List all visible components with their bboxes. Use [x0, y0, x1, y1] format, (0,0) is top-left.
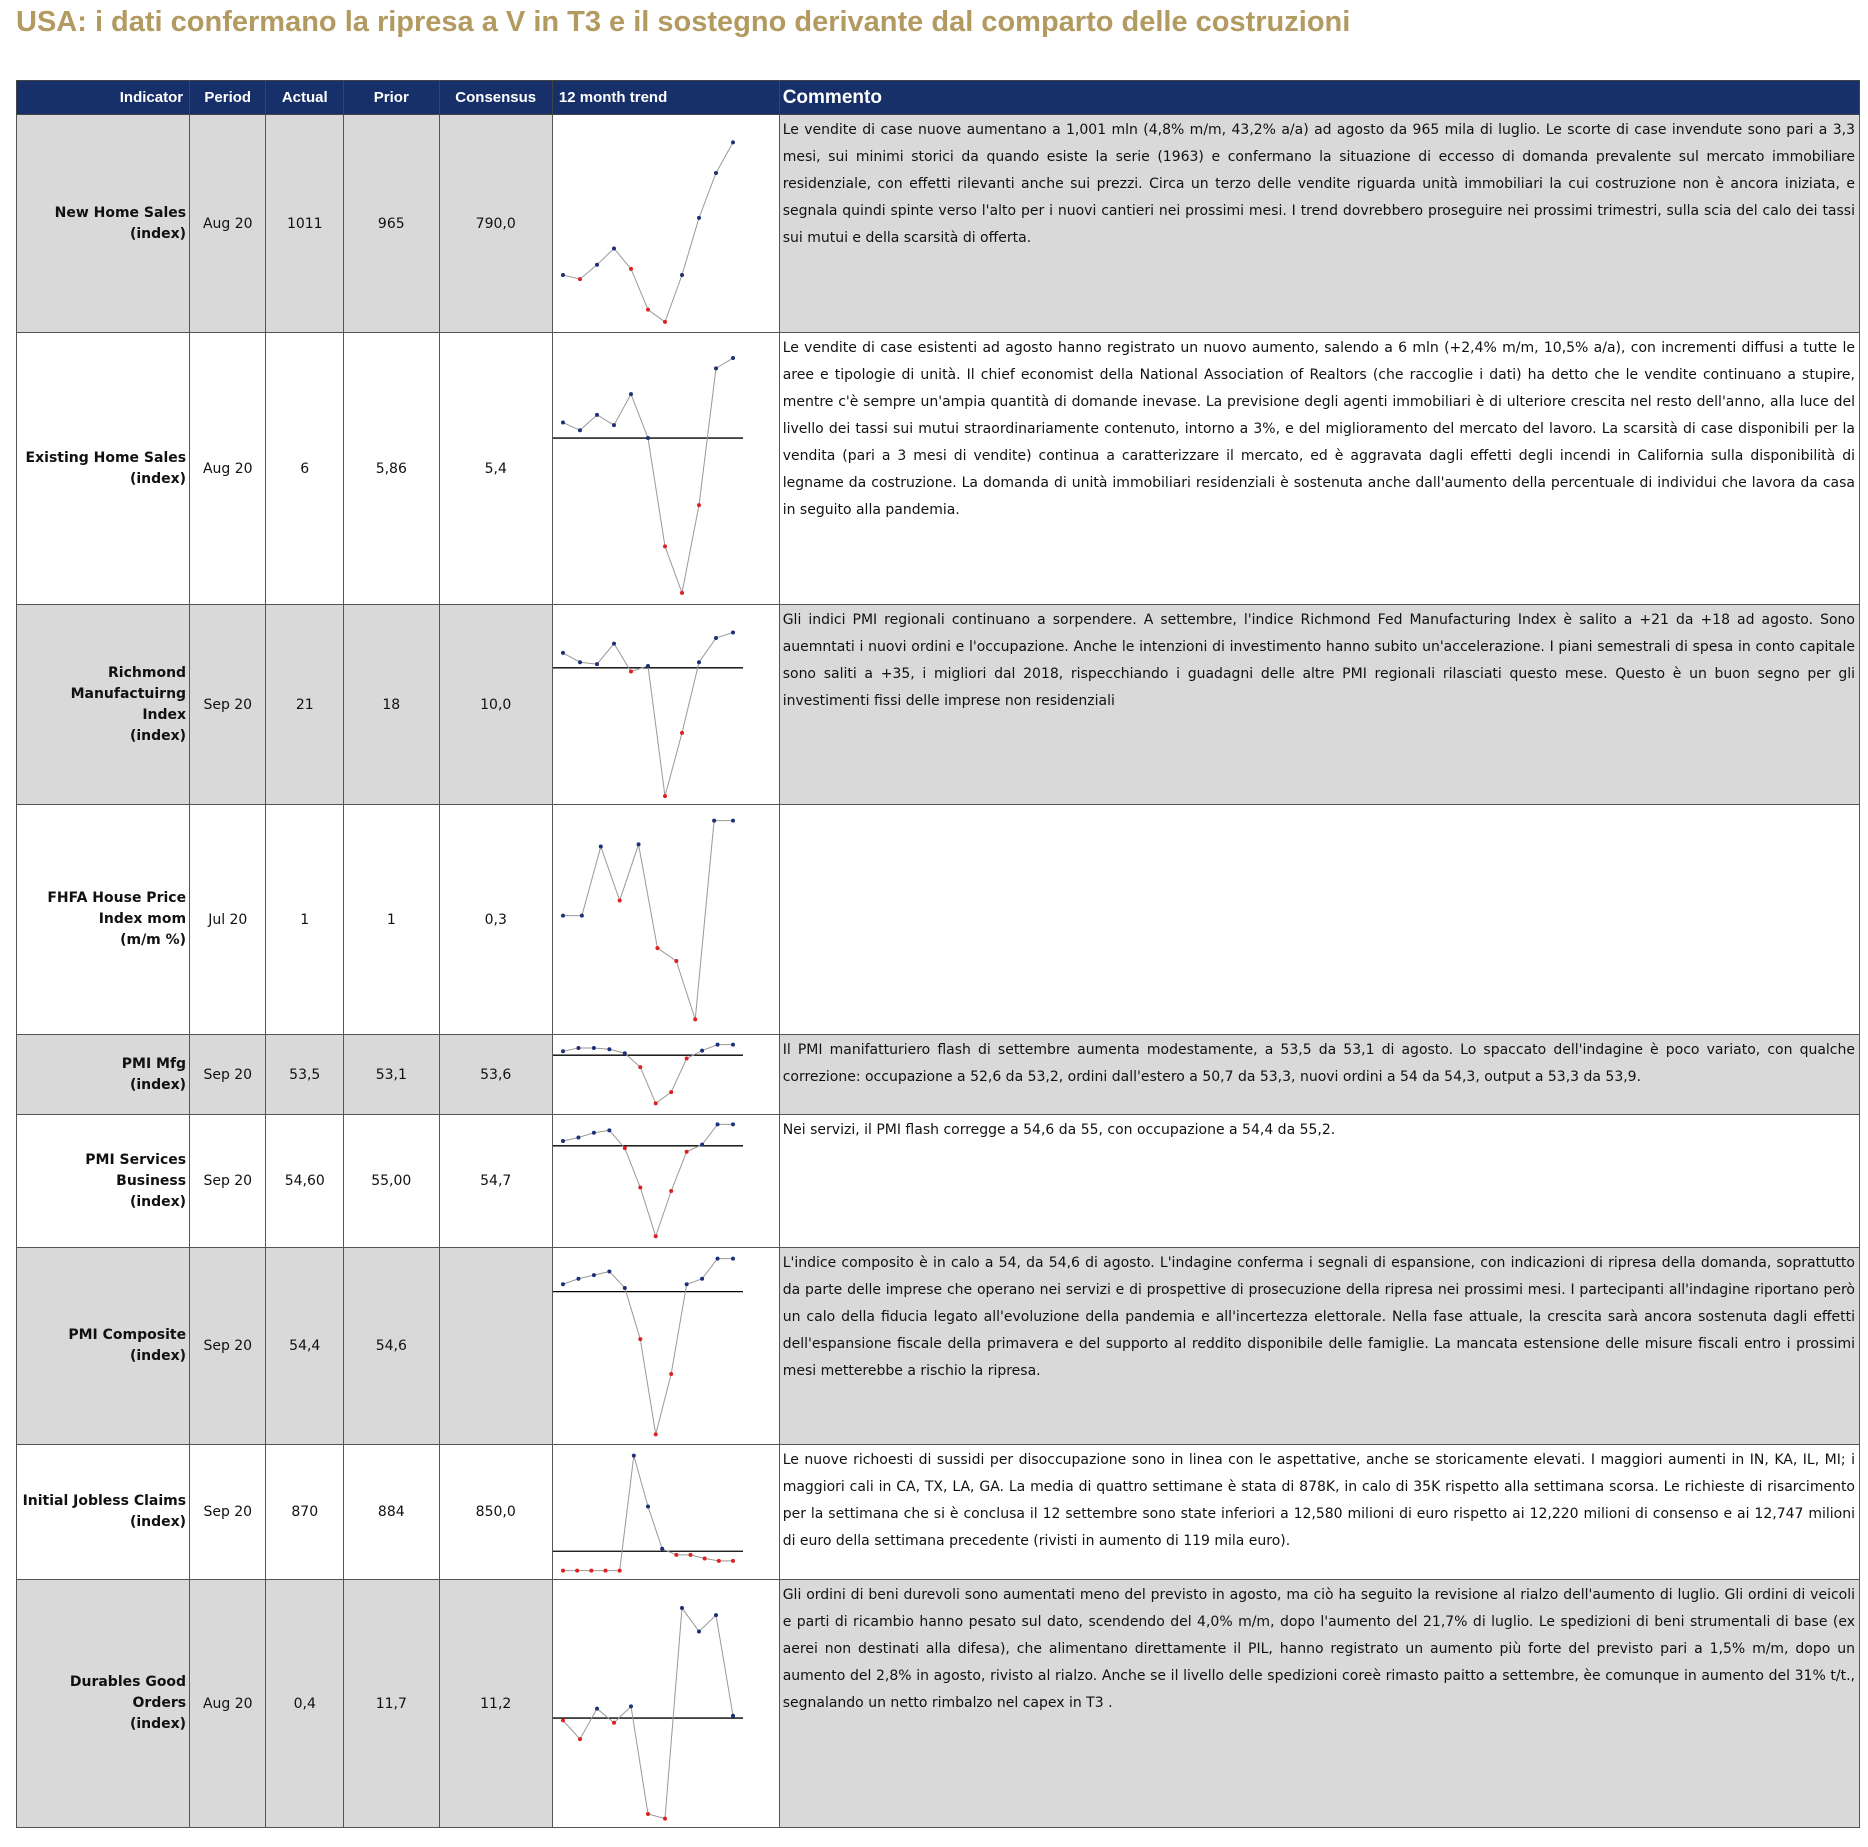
- indicator-label: (index): [129, 1514, 187, 1530]
- trend-point: [595, 262, 599, 266]
- trend-point: [731, 1558, 735, 1562]
- trend-point: [595, 412, 599, 416]
- header-comment: Commento: [779, 81, 1859, 115]
- prior-cell: 18: [344, 605, 439, 805]
- actual-cell: 1011: [266, 115, 344, 333]
- trend-point: [599, 844, 603, 848]
- trend-sparkline: [553, 334, 743, 604]
- table-row: [17, 1035, 1860, 1115]
- trend-point: [663, 794, 667, 798]
- trend-point: [561, 420, 565, 424]
- trend-point: [592, 1273, 596, 1277]
- trend-point: [636, 842, 640, 846]
- trend-point: [663, 319, 667, 323]
- trend-line: [563, 1608, 733, 1819]
- trend-point: [688, 1552, 692, 1556]
- trend-point: [646, 307, 650, 311]
- trend-point: [669, 1189, 673, 1193]
- trend-point: [680, 273, 684, 277]
- trend-cell: [552, 1115, 779, 1248]
- table-row: [17, 1580, 1860, 1828]
- indicator-label: Richmond: [108, 664, 187, 681]
- trend-point: [731, 140, 735, 144]
- indicator-label: (index): [129, 1193, 187, 1210]
- trend-cell: [552, 115, 779, 333]
- actual-cell: 53,5: [266, 1035, 344, 1115]
- trend-point: [561, 1139, 565, 1143]
- trend-point: [697, 660, 701, 664]
- trend-point: [607, 1128, 611, 1132]
- trend-point: [703, 1556, 707, 1560]
- indicator-label: (index): [129, 1716, 187, 1732]
- consensus-cell: 54,7: [439, 1115, 552, 1248]
- trend-point: [576, 1045, 580, 1049]
- trend-line: [563, 1455, 733, 1570]
- indicator-label: Index: [142, 706, 187, 723]
- header-trend: 12 month trend: [552, 81, 779, 115]
- trend-point: [592, 1045, 596, 1049]
- trend-sparkline: [553, 1116, 743, 1247]
- trend-point: [646, 436, 650, 440]
- indicator-label: Manufactuirng: [70, 685, 187, 702]
- period-cell: Sep 20: [190, 1445, 266, 1580]
- trend-point: [680, 1606, 684, 1610]
- trend-point: [663, 544, 667, 548]
- trend-point: [561, 273, 565, 277]
- prior-cell: 1: [344, 805, 439, 1035]
- trend-point: [589, 1568, 593, 1572]
- trend-point: [638, 1065, 642, 1069]
- trend-point: [731, 630, 735, 634]
- trend-line: [563, 820, 733, 1019]
- trend-point: [669, 1090, 673, 1094]
- trend-line: [563, 632, 733, 796]
- trend-point: [576, 1135, 580, 1139]
- comment-cell: Nei servizi, il PMI flash corregge a 54,6 da 55, con occupazione a 54,4 da 55,2.: [779, 1115, 1859, 1248]
- actual-cell: 870: [266, 1445, 344, 1580]
- trend-point: [632, 1453, 636, 1457]
- trend-point: [595, 1706, 599, 1710]
- indicator-cell: [17, 1115, 190, 1248]
- header-period: Period: [190, 81, 266, 115]
- period-cell: Sep 20: [190, 1115, 266, 1248]
- trend-point: [717, 1558, 721, 1562]
- trend-sparkline: [553, 1036, 743, 1114]
- consensus-cell: [439, 1248, 552, 1445]
- indicator-cell: [17, 1445, 190, 1580]
- trend-point: [595, 662, 599, 666]
- consensus-cell: 0,3: [439, 805, 552, 1035]
- indicator-label: Orders: [132, 1695, 187, 1711]
- trend-point: [674, 959, 678, 963]
- trend-point: [638, 1185, 642, 1189]
- trend-point: [578, 1737, 582, 1741]
- table-header-row: [17, 81, 1860, 115]
- trend-point: [561, 1568, 565, 1572]
- indicator-cell: [17, 1035, 190, 1115]
- header-indicator: Indicator: [17, 81, 190, 115]
- indicator-label: Business: [116, 1172, 187, 1189]
- trend-point: [561, 1049, 565, 1053]
- indicator-cell: [17, 333, 190, 605]
- trend-point: [580, 913, 584, 917]
- indicator-label: PMI Composite: [68, 1327, 187, 1343]
- trend-point: [578, 277, 582, 281]
- trend-point: [612, 1720, 616, 1724]
- trend-point: [680, 590, 684, 594]
- trend-point: [654, 1432, 658, 1436]
- trend-point: [561, 1718, 565, 1722]
- trend-point: [731, 818, 735, 822]
- trend-cell: [552, 333, 779, 605]
- period-cell: Aug 20: [190, 1580, 266, 1828]
- trend-point: [714, 636, 718, 640]
- trend-point: [623, 1051, 627, 1055]
- indicator-label: PMI Services: [85, 1151, 187, 1168]
- trend-cell: [552, 1580, 779, 1828]
- trend-point: [655, 946, 659, 950]
- trend-sparkline: [553, 1446, 743, 1579]
- trend-point: [623, 1285, 627, 1289]
- trend-point: [693, 1017, 697, 1021]
- trend-point: [731, 1713, 735, 1717]
- trend-point: [663, 1816, 667, 1820]
- indicator-cell: [17, 115, 190, 333]
- prior-cell: 54,6: [344, 1248, 439, 1445]
- header-consensus: Consensus: [439, 81, 552, 115]
- trend-point: [576, 1276, 580, 1280]
- actual-cell: 1: [266, 805, 344, 1035]
- indicator-table: [16, 80, 1860, 1828]
- comment-cell: Le vendite di case esistenti ad agosto hanno registrato un nuovo aumento, salendo a 6 mln (+2,4% m/m, 10,5% a/a), con incrementi diffusi a tutte le aree e tipologie di unità. Il chief economist della National Association of Realtors (che raccoglie i dati) ha detto che le vendite continuano a stupire, mentre c'è sempre un'ampia quantità di domande inevase. La previsione degli agenti immobiliari è di ulteriore crescita nel resto dell'anno, alla luce del livello dei tassi sui mutui straordinariamente contenuto, intorno a 3%, e del miglioramento del mercato del lavoro. La scarsità di case disponibili per la vendita (pari a 3 mesi di vendite) continua a caratterizzare il mercato, ed è aggravata dagli effetti degli incendi in California sulla disponibilità di legname da costruzione. La domanda di unità immobiliari residenziali è sostenuta anche dall'aumento della percentuale di individui che lavora da casa in seguito alla pandemia.: [779, 333, 1859, 605]
- table-row: [17, 605, 1860, 805]
- trend-point: [715, 1042, 719, 1046]
- actual-cell: 6: [266, 333, 344, 605]
- trend-point: [629, 266, 633, 270]
- consensus-cell: 11,2: [439, 1580, 552, 1828]
- prior-cell: 53,1: [344, 1035, 439, 1115]
- period-cell: Sep 20: [190, 1035, 266, 1115]
- trend-point: [700, 1276, 704, 1280]
- comment-cell: L'indice composito è in calo a 54, da 54,6 di agosto. L'indagine conferma i segnali di espansione, con indicazioni di ripresa della domanda, soprattutto da parte delle imprese che operano nei servizi e di prospettive di prosecuzione della ripresa nei prossimi mesi. I partecipanti all'indagine riportano però un calo della fiducia legato all'evoluzione della pandemia e all'incertezza elettorale. Nella fase attuale, la crescita sarà ancora sostenuta dagli effetti dell'espansione fiscale della primavera e del supporto al reddito disponibile delle famiglie. La mancata estensione delle misure fiscali entro i prossimi mesi metterebbe a rischio la ripresa.: [779, 1248, 1859, 1445]
- trend-cell: [552, 805, 779, 1035]
- trend-point: [592, 1130, 596, 1134]
- trend-point: [660, 1546, 664, 1550]
- trend-point: [629, 1704, 633, 1708]
- consensus-cell: 10,0: [439, 605, 552, 805]
- comment-cell: Gli ordini di beni durevoli sono aumentati meno del previsto in agosto, ma ciò ha seguito la revisione al rialzo dell'aumento di luglio. Gli ordini di veicoli e parti di ricambio hanno pesato sul dato, scendendo del 4,0% m/m, dopo l'aumento del 21,7% di luglio. Le spedizioni di beni strumentali di base (ex aerei non destinati alla difesa), che alimentano direttamente il PIL, hanno registrato un aumento più forte del previsto pari a 1,5% m/m, dopo un aumento del 2,8% in agosto, rivisto al rialzo. Anche se il livello delle spedizioni coreè rimasto paitto a settembre, èe comunque in aumento del 31% t/t., segnalando un netto rimbalzo nel capex in T3 .: [779, 1580, 1859, 1828]
- indicator-cell: [17, 1248, 190, 1445]
- prior-cell: 5,86: [344, 333, 439, 605]
- actual-cell: 54,4: [266, 1248, 344, 1445]
- indicator-label: PMI Mfg: [121, 1055, 187, 1072]
- header-prior: Prior: [344, 81, 439, 115]
- trend-point: [612, 246, 616, 250]
- period-cell: Aug 20: [190, 115, 266, 333]
- trend-point: [654, 1234, 658, 1238]
- actual-cell: 54,60: [266, 1115, 344, 1248]
- trend-point: [669, 1371, 673, 1375]
- trend-point: [680, 730, 684, 734]
- trend-point: [561, 913, 565, 917]
- trend-point: [578, 428, 582, 432]
- trend-point: [638, 1337, 642, 1341]
- indicator-label: FHFA House Price: [47, 890, 187, 906]
- trend-point: [646, 663, 650, 667]
- trend-line: [563, 1044, 733, 1103]
- trend-point: [714, 1613, 718, 1617]
- table-row: [17, 1248, 1860, 1445]
- trend-point: [607, 1269, 611, 1273]
- trend-point: [697, 215, 701, 219]
- indicator-label: Existing Home Sales: [25, 449, 187, 466]
- trend-point: [697, 1629, 701, 1633]
- trend-point: [646, 1504, 650, 1508]
- trend-cell: [552, 1035, 779, 1115]
- indicator-label: (m/m %): [120, 932, 187, 948]
- indicator-label: (index): [129, 225, 187, 242]
- indicator-label: (index): [129, 727, 187, 744]
- trend-point: [646, 1811, 650, 1815]
- indicator-label: Initial Jobless Claims: [22, 1493, 187, 1509]
- table-row: [17, 1115, 1860, 1248]
- trend-line: [563, 1258, 733, 1434]
- period-cell: Sep 20: [190, 1248, 266, 1445]
- trend-cell: [552, 605, 779, 805]
- trend-sparkline: [553, 1249, 743, 1444]
- trend-point: [715, 1256, 719, 1260]
- indicator-cell: [17, 805, 190, 1035]
- trend-sparkline: [553, 1581, 743, 1827]
- trend-point: [714, 366, 718, 370]
- trend-point: [612, 641, 616, 645]
- trend-point: [712, 818, 716, 822]
- indicator-label: Index mom: [98, 911, 187, 927]
- trend-point: [618, 1568, 622, 1572]
- trend-sparkline: [553, 116, 743, 332]
- trend-point: [654, 1101, 658, 1105]
- trend-line: [563, 1124, 733, 1236]
- trend-point: [731, 1122, 735, 1126]
- trend-point: [629, 669, 633, 673]
- indicator-label: (index): [129, 1348, 187, 1364]
- trend-point: [561, 650, 565, 654]
- period-cell: Aug 20: [190, 333, 266, 605]
- trend-point: [674, 1552, 678, 1556]
- table-row: [17, 333, 1860, 605]
- trend-sparkline: [553, 606, 743, 804]
- prior-cell: 884: [344, 1445, 439, 1580]
- trend-point: [697, 503, 701, 507]
- trend-point: [714, 171, 718, 175]
- trend-line: [563, 142, 733, 322]
- table-row: [17, 805, 1860, 1035]
- actual-cell: 21: [266, 605, 344, 805]
- trend-point: [700, 1048, 704, 1052]
- comment-cell: [779, 805, 1859, 1035]
- indicator-cell: [17, 1580, 190, 1828]
- comment-cell: Le nuove richoesti di sussidi per disoccupazione sono in linea con le aspettative, anche se storicamente elevati. I maggiori aumenti in IN, KA, IL, MI; i maggiori cali in CA, TX, LA, GA. La media di quattro settimane è stata di 878K, in calo di 35K rispetto alla settimana scorsa. Le richieste di risarcimento per la settimana che si è conclusa il 12 settembre sono state inferiori a 12,580 milioni di euro rispetto ai 12,220 milioni di consenso e ai 12,747 milioni di euro della settimana precedente (rivisti in aumento di 119 mila euro).: [779, 1445, 1859, 1580]
- comment-cell: Gli indici PMI regionali continuano a sorpendere. A settembre, l'indice Richmond Fed Manufacturing Index è salito a +21 da +18 ad agosto. Sono auemntati i nuovi ordini e l'occupazione. Anche le intenzioni di investimento hanno subito un'accelerazione. I piani semestrali di spesa in conto capitale sono saliti a +35, i migliori dal 2018, rispecchiando i guadagni delle altre PMI regionali rilasciati questo mese. Questo è un buon segno per gli investimenti fissi delle imprese non residenziali: [779, 605, 1859, 805]
- trend-point: [700, 1142, 704, 1146]
- trend-point: [629, 392, 633, 396]
- indicator-cell: [17, 605, 190, 805]
- header-actual: Actual: [266, 81, 344, 115]
- trend-point: [603, 1568, 607, 1572]
- trend-point: [612, 423, 616, 427]
- indicator-label: (index): [129, 470, 187, 487]
- trend-point: [575, 1568, 579, 1572]
- trend-point: [578, 660, 582, 664]
- comment-cell: Le vendite di case nuove aumentano a 1,001 mln (4,8% m/m, 43,2% a/a) ad agosto da 965 mila di luglio. Le scorte di case invendute sono pari a 3,3 mesi, sui minimi storici da quando esiste la serie (1963) e confermano la situazione di eccesso di domanda prevalente sul mercato immobiliare residenziale, con effetti rilevanti anche sui prezzi. Circa un terzo delle vendite riguarda unità immobiliari la cui costruzione non è ancora iniziata, e segnala quindi spinte verso l'alto per i nuovi cantieri nei prossimi mesi. I trend dovrebbero proseguire nei prossimi trimestri, sulla scia del calo dei tassi sui mutui e della scarsità di offerta.: [779, 115, 1859, 333]
- consensus-cell: 850,0: [439, 1445, 552, 1580]
- table-row: [17, 1445, 1860, 1580]
- indicator-label: (index): [129, 1076, 187, 1093]
- trend-point: [731, 1256, 735, 1260]
- page-title: USA: i dati confermano la ripresa a V in T3 e il sostegno derivante dal comparto delle costruzioni: [16, 6, 1351, 38]
- prior-cell: 11,7: [344, 1580, 439, 1828]
- trend-sparkline: [553, 806, 743, 1034]
- trend-point: [685, 1056, 689, 1060]
- actual-cell: 0,4: [266, 1580, 344, 1828]
- consensus-cell: 53,6: [439, 1035, 552, 1115]
- period-cell: Sep 20: [190, 605, 266, 805]
- trend-point: [561, 1282, 565, 1286]
- consensus-cell: 5,4: [439, 333, 552, 605]
- comment-cell: Il PMI manifatturiero flash di settembre aumenta modestamente, a 53,5 da 53,1 di agosto. Lo spaccato dell'indagine è poco variato, con qualche correzione: occupazione a 52,6 da 53,2, ordini dall'estero a 50,7 da 53,3, nuovi ordini a 54 da 54,3, output a 53,3 da 53,9.: [779, 1035, 1859, 1115]
- trend-point: [715, 1122, 719, 1126]
- consensus-cell: 790,0: [439, 115, 552, 333]
- trend-cell: [552, 1445, 779, 1580]
- trend-point: [731, 356, 735, 360]
- trend-point: [731, 1042, 735, 1046]
- table-row: [17, 115, 1860, 333]
- trend-cell: [552, 1248, 779, 1445]
- indicator-label: Durables Good: [69, 1674, 187, 1690]
- period-cell: Jul 20: [190, 805, 266, 1035]
- trend-point: [623, 1146, 627, 1150]
- trend-point: [607, 1047, 611, 1051]
- trend-point: [685, 1282, 689, 1286]
- trend-point: [618, 898, 622, 902]
- trend-line: [563, 358, 733, 593]
- prior-cell: 55,00: [344, 1115, 439, 1248]
- trend-point: [685, 1149, 689, 1153]
- indicator-label: New Home Sales: [54, 204, 187, 221]
- prior-cell: 965: [344, 115, 439, 333]
